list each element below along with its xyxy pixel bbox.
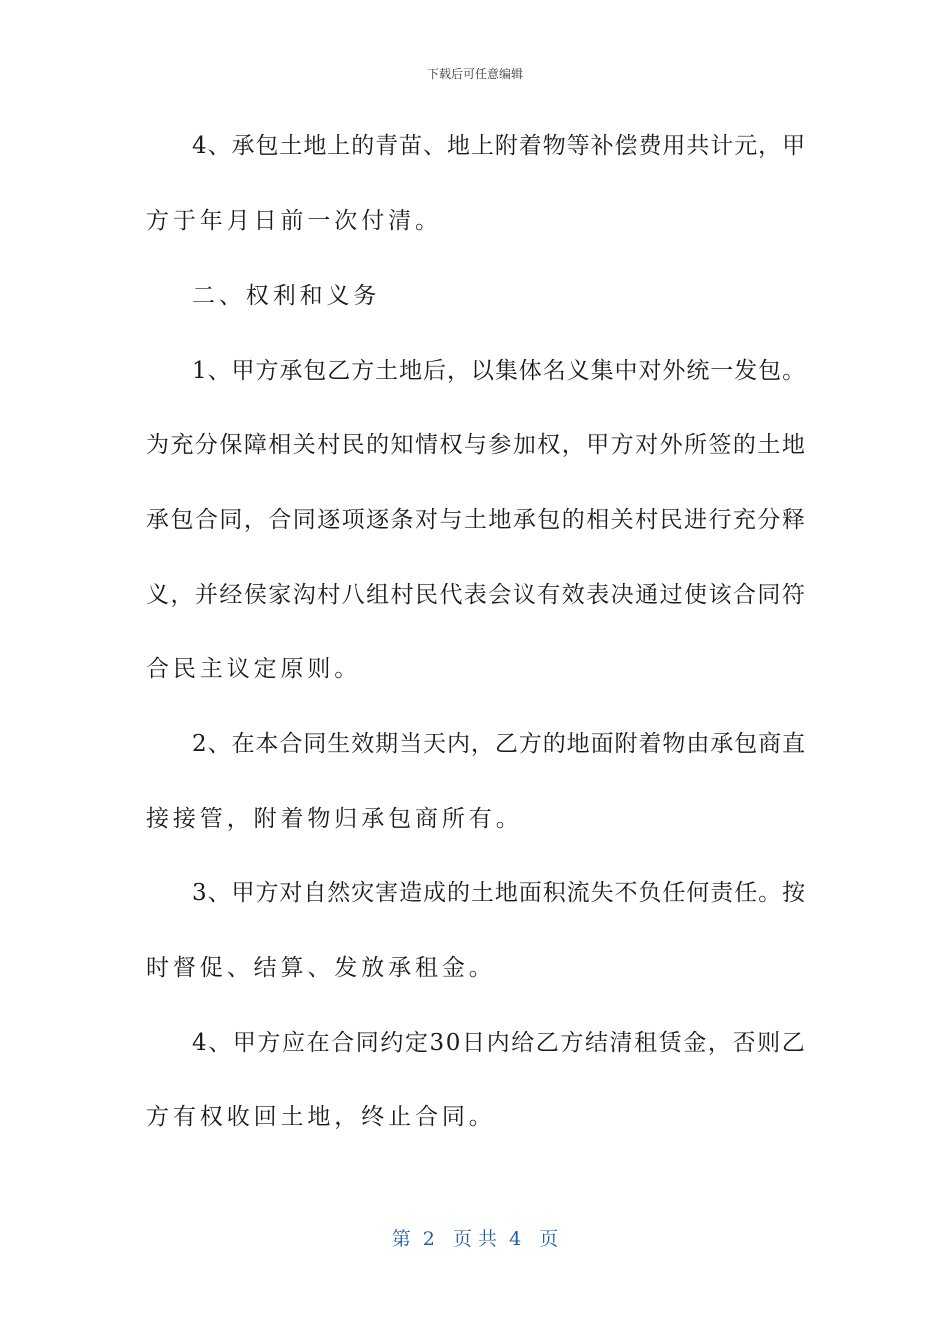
text-line: 义，并经侯家沟村八组村民代表会议有效表决通过使该合同符	[146, 582, 807, 608]
page-footer: 第 2 页 共 4 页	[391, 1228, 559, 1250]
text-line: 3、甲方对自然灾害造成的土地面积流失不负任何责任。按	[192, 880, 807, 906]
text-line: 方有权收回土地，终止合同。	[146, 1104, 496, 1130]
text-line: 承包合同，合同逐项逐条对与土地承包的相关村民进行充分释	[146, 507, 807, 533]
text-line: 4、甲方应在合同约定30日内给乙方结清租赁金，否则乙	[192, 1030, 807, 1056]
text-line: 合民主议定原则。	[146, 656, 362, 682]
text-line: 1、甲方承包乙方土地后，以集体名义集中对外统一发包。	[192, 358, 807, 384]
text-line: 接接管，附着物归承包商所有。	[146, 806, 523, 832]
text-line: 为充分保障相关村民的知情权与参加权，甲方对外所签的土地	[146, 432, 807, 458]
text-line: 方于年月日前一次付清。	[146, 208, 442, 234]
text-line: 2、在本合同生效期当天内，乙方的地面附着物由承包商直	[192, 731, 807, 757]
page-header: 下载后可任意编辑	[426, 67, 523, 81]
text-line: 时督促、结算、发放承租金。	[146, 955, 496, 981]
text-line: 4、承包土地上的青苗、地上附着物等补偿费用共计元，甲	[192, 133, 807, 159]
section-heading: 二、权利和义务	[192, 283, 381, 309]
